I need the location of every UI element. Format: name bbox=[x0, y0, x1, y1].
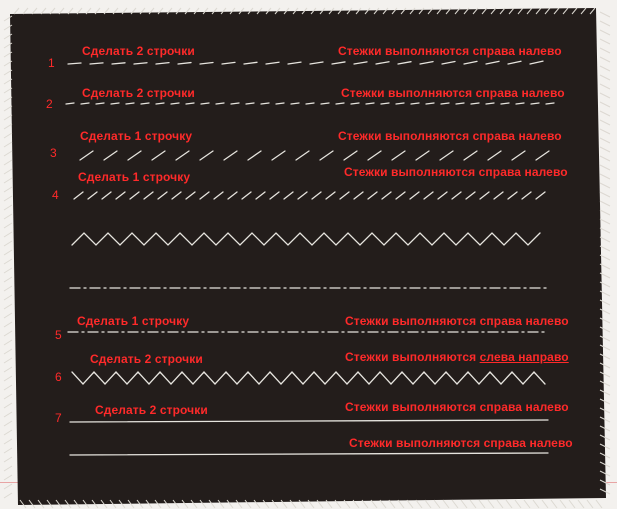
edge-stitch bbox=[600, 138, 610, 143]
edge-stitch bbox=[4, 250, 12, 255]
edge-stitch bbox=[4, 439, 12, 444]
edge-stitch bbox=[4, 223, 12, 228]
edge-stitch bbox=[4, 358, 12, 363]
row-number: 5 bbox=[55, 328, 62, 342]
row-instruction: Сделать 2 строчки bbox=[95, 403, 208, 417]
edge-stitch bbox=[600, 255, 610, 260]
edge-stitch bbox=[4, 106, 12, 111]
edge-stitch bbox=[4, 286, 12, 291]
edge-stitch bbox=[380, 500, 386, 508]
row-instruction: Сделать 1 строчку bbox=[77, 314, 190, 328]
edge-stitch bbox=[4, 322, 12, 327]
edge-stitch bbox=[4, 115, 12, 120]
edge-stitch bbox=[23, 8, 28, 14]
edge-stitch bbox=[4, 484, 12, 489]
edge-stitch bbox=[600, 12, 610, 17]
edge-stitch bbox=[4, 133, 12, 138]
edge-stitch bbox=[533, 500, 539, 508]
edge-stitch bbox=[600, 39, 610, 44]
edge-stitch bbox=[4, 412, 12, 417]
edge-stitch bbox=[389, 500, 395, 508]
edge-stitch bbox=[461, 500, 467, 508]
edge-stitch bbox=[77, 8, 82, 14]
edge-stitch bbox=[4, 241, 12, 246]
edge-stitch bbox=[479, 500, 485, 508]
edge-stitch bbox=[416, 500, 422, 508]
row-number: 3 bbox=[50, 146, 57, 160]
edge-stitch bbox=[4, 187, 12, 192]
edge-stitch bbox=[425, 500, 431, 508]
row-direction: Стежки выполняются справа налево bbox=[341, 86, 565, 100]
row-direction-underlined: слева направо bbox=[479, 350, 569, 364]
edge-stitch bbox=[600, 21, 610, 26]
edge-stitch bbox=[600, 264, 610, 269]
edge-stitch bbox=[86, 8, 91, 14]
edge-stitch bbox=[4, 259, 12, 264]
row-direction: Стежки выполняются справа налево bbox=[349, 436, 573, 450]
edge-stitch bbox=[600, 183, 610, 188]
edge-stitch bbox=[4, 142, 12, 147]
edge-stitch bbox=[4, 160, 12, 165]
edge-stitch bbox=[362, 500, 368, 508]
edge-stitch bbox=[587, 500, 593, 508]
edge-stitch bbox=[4, 313, 12, 318]
edge-stitch bbox=[4, 151, 12, 156]
edge-stitch bbox=[68, 8, 73, 14]
row-instruction: Сделать 2 строчки bbox=[82, 44, 195, 58]
row-direction: Стежки выполняются справа налево bbox=[338, 44, 562, 58]
edge-stitch bbox=[600, 174, 610, 179]
row-number: 6 bbox=[55, 370, 62, 384]
edge-stitch bbox=[4, 196, 12, 201]
edge-stitch bbox=[600, 30, 610, 35]
edge-stitch bbox=[4, 376, 12, 381]
edge-stitch bbox=[600, 246, 610, 251]
edge-stitch bbox=[551, 500, 557, 508]
edge-stitch bbox=[335, 500, 341, 508]
edge-stitch bbox=[4, 349, 12, 354]
edge-stitch bbox=[4, 367, 12, 372]
edge-stitch bbox=[398, 500, 404, 508]
edge-stitch bbox=[407, 500, 413, 508]
edge-stitch bbox=[344, 500, 350, 508]
edge-stitch bbox=[4, 493, 12, 498]
row-direction: Стежки выполняются справа налево bbox=[345, 400, 569, 414]
edge-stitch bbox=[4, 70, 12, 75]
edge-stitch bbox=[600, 165, 610, 170]
edge-stitch bbox=[4, 268, 12, 273]
edge-stitch bbox=[600, 273, 610, 278]
edge-stitch bbox=[4, 169, 12, 174]
row-number: 2 bbox=[46, 97, 53, 111]
edge-stitch bbox=[434, 500, 440, 508]
edge-stitch bbox=[4, 466, 12, 471]
row-number: 1 bbox=[48, 56, 55, 70]
edge-stitch bbox=[4, 340, 12, 345]
edge-stitch bbox=[4, 331, 12, 336]
edge-stitch bbox=[524, 500, 530, 508]
edge-stitch bbox=[470, 500, 476, 508]
edge-stitch bbox=[578, 500, 584, 508]
edge-stitch bbox=[600, 201, 610, 206]
edge-stitch bbox=[542, 500, 548, 508]
edge-stitch bbox=[443, 500, 449, 508]
edge-stitch bbox=[600, 147, 610, 152]
row-number: 4 bbox=[52, 188, 59, 202]
fabric-piece bbox=[10, 8, 606, 505]
edge-stitch bbox=[32, 8, 37, 14]
edge-stitch bbox=[50, 8, 55, 14]
row-direction bbox=[345, 350, 569, 364]
edge-stitch bbox=[4, 403, 12, 408]
edge-stitch bbox=[4, 421, 12, 426]
edge-stitch bbox=[600, 120, 610, 125]
edge-stitch bbox=[4, 475, 12, 480]
row-instruction: Сделать 2 строчки bbox=[90, 352, 203, 366]
edge-stitch bbox=[4, 304, 12, 309]
edge-stitch bbox=[515, 500, 521, 508]
edge-stitch bbox=[14, 8, 19, 14]
row-instruction: Сделать 1 строчку bbox=[78, 170, 191, 184]
edge-stitch bbox=[4, 277, 12, 282]
edge-stitch bbox=[4, 394, 12, 399]
edge-stitch bbox=[4, 385, 12, 390]
edge-stitch bbox=[4, 79, 12, 84]
edge-stitch bbox=[452, 500, 458, 508]
row-direction-prefix: Стежки выполняются bbox=[345, 350, 480, 364]
edge-stitch bbox=[4, 295, 12, 300]
edge-stitch bbox=[600, 237, 610, 242]
row-direction: Стежки выполняются справа налево bbox=[338, 129, 562, 143]
edge-stitch bbox=[600, 111, 610, 116]
edge-stitch bbox=[560, 500, 566, 508]
edge-stitch bbox=[41, 8, 46, 14]
row-direction: Стежки выполняются справа налево bbox=[345, 314, 569, 328]
edge-stitch bbox=[600, 48, 610, 53]
edge-stitch bbox=[4, 88, 12, 93]
edge-stitch bbox=[4, 232, 12, 237]
edge-stitch bbox=[4, 457, 12, 462]
edge-stitch bbox=[600, 93, 610, 98]
edge-stitch bbox=[4, 178, 12, 183]
edge-stitch bbox=[4, 97, 12, 102]
row-direction: Стежки выполняются справа налево bbox=[344, 165, 568, 179]
edge-stitch bbox=[600, 129, 610, 134]
edge-stitch bbox=[600, 192, 610, 197]
edge-stitch bbox=[600, 210, 610, 215]
edge-stitch bbox=[4, 61, 12, 66]
edge-stitch bbox=[4, 214, 12, 219]
edge-stitch bbox=[600, 57, 610, 62]
edge-stitch bbox=[4, 124, 12, 129]
edge-stitch bbox=[4, 205, 12, 210]
edge-stitch bbox=[488, 500, 494, 508]
edge-stitch bbox=[600, 84, 610, 89]
row-instruction: Сделать 1 строчку bbox=[80, 129, 193, 143]
edge-stitch bbox=[371, 500, 377, 508]
edge-stitch bbox=[569, 500, 575, 508]
edge-stitch bbox=[600, 66, 610, 71]
edge-stitch bbox=[497, 500, 503, 508]
edge-stitch bbox=[600, 228, 610, 233]
edge-stitch bbox=[600, 75, 610, 80]
row-number: 7 bbox=[55, 411, 62, 425]
edge-stitch bbox=[4, 430, 12, 435]
edge-stitch bbox=[4, 448, 12, 453]
edge-stitch bbox=[506, 500, 512, 508]
edge-stitch bbox=[59, 8, 64, 14]
row-instruction: Сделать 2 строчки bbox=[82, 86, 195, 100]
edge-stitch bbox=[600, 219, 610, 224]
edge-stitch bbox=[600, 102, 610, 107]
edge-stitch bbox=[353, 500, 359, 508]
edge-stitch bbox=[596, 500, 602, 508]
edge-stitch bbox=[600, 156, 610, 161]
